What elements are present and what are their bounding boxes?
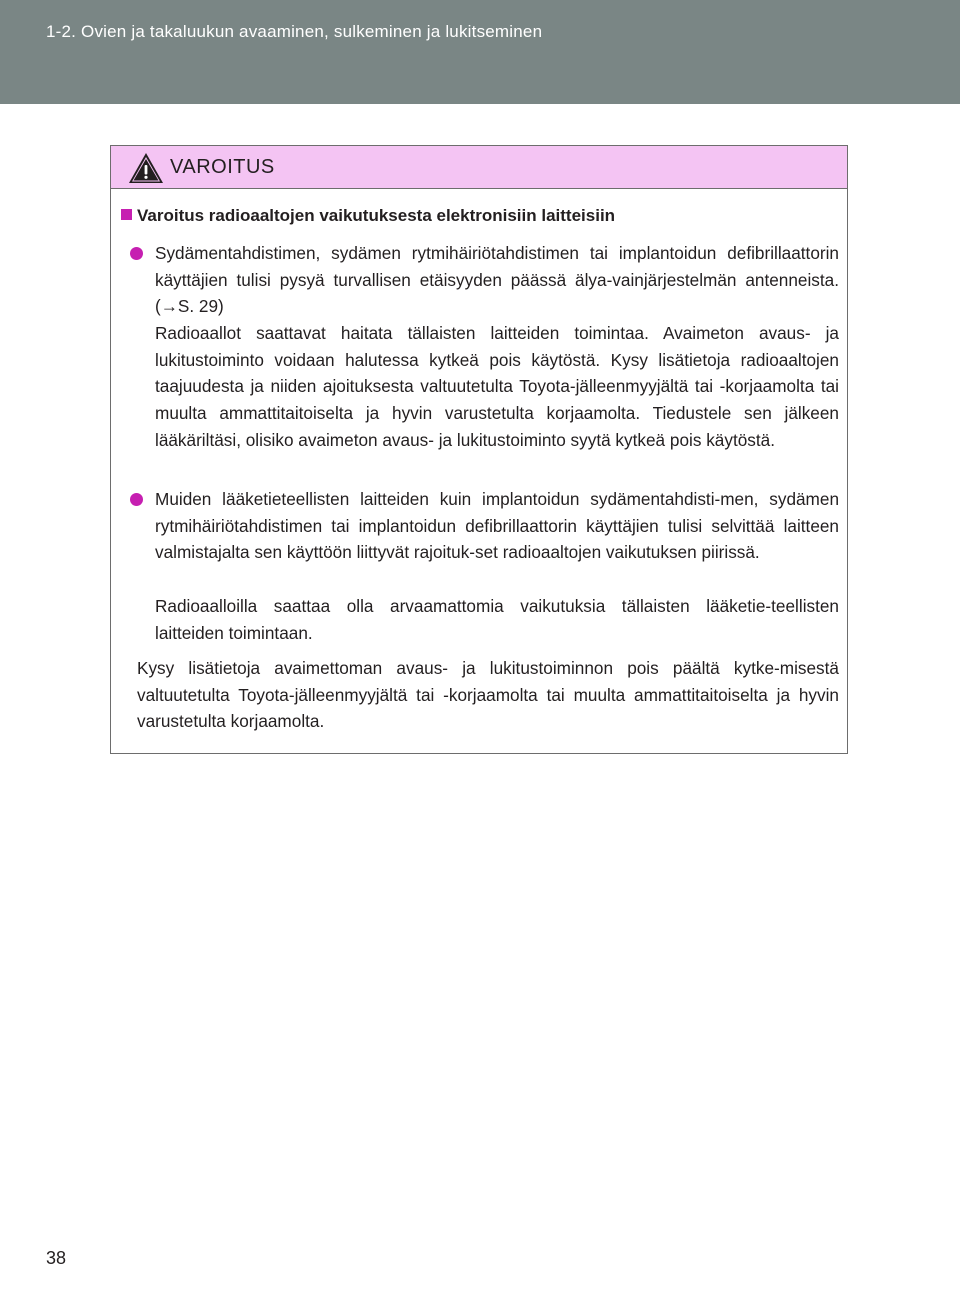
warning-triangle-icon xyxy=(128,152,164,184)
round-bullet-icon xyxy=(130,247,143,260)
list-item-continuation: Radioaallot saattavat haitata tällaisten laitteiden toimintaa. Avaimeton avaus- ja lukitustoiminto voidaan halutessa kytkeä pois käytöstä. Kysy lisätietoja radioaaltojen taajuudesta ja niiden ajoituksesta valtuutetulta Toyota-jälleenmyyjältä tai -korjaamolta tai muulta ammattitaitoiselta ja hyvin varustetulta korjaamolta. Tiedustele sen jälkeen lääkäriltäsi, olisiko avaimeton avaus- ja lukitustoiminto syytä kytkeä pois käytöstä. xyxy=(155,323,839,450)
chapter-header-bar xyxy=(0,0,960,104)
warning-title: VAROITUS xyxy=(170,156,275,178)
warning-header xyxy=(111,146,847,189)
page-number: 38 xyxy=(46,1248,67,1268)
list-item-text: Muiden lääketieteellisten laitteiden kuin implantoidun sydämentahdisti-men, sydämen rytmihäiriötahdistimen tai implantoidun defibrillaattorin käyttäjien tulisi selvittää laitteen valmistajalta sen käyttöön liittyvät rajoituk-set radioaaltojen vaikutuksen piirissä. xyxy=(155,489,839,563)
chapter-title: 1-2. Ovien ja takaluukun avaaminen, sulkeminen ja lukitseminen xyxy=(46,22,543,41)
section-heading-text: Varoitus radioaaltojen vaikutuksesta elektronisiin laitteisiin xyxy=(137,206,616,225)
round-bullet-icon xyxy=(130,493,143,506)
list-item-continuation: Radioaalloilla saattaa olla arvaamattomia vaikutuksia tällaisten lääketie-teellisten laitteiden toimintaan. xyxy=(155,596,839,643)
warning-box xyxy=(110,145,848,754)
closing-paragraph: Kysy lisätietoja avaimettoman avaus- ja lukitustoiminnon pois päältä kytke-misestä valtuutetulta Toyota-jälleenmyyjältä tai -korjaamolta tai muulta ammattitaitoiselta ja hyvin varustetulta korjaamolta. xyxy=(137,658,839,732)
square-bullet-icon xyxy=(121,209,132,220)
list-item-text: Sydämentahdistimen, sydämen rytmihäiriötahdistimen tai implantoidun defibrillaattorin käyttäjien tulisi pysyä turvallisen etäisyyden päässä älya-vainjärjestelmän antenneista. (→S. 29) xyxy=(155,243,839,317)
